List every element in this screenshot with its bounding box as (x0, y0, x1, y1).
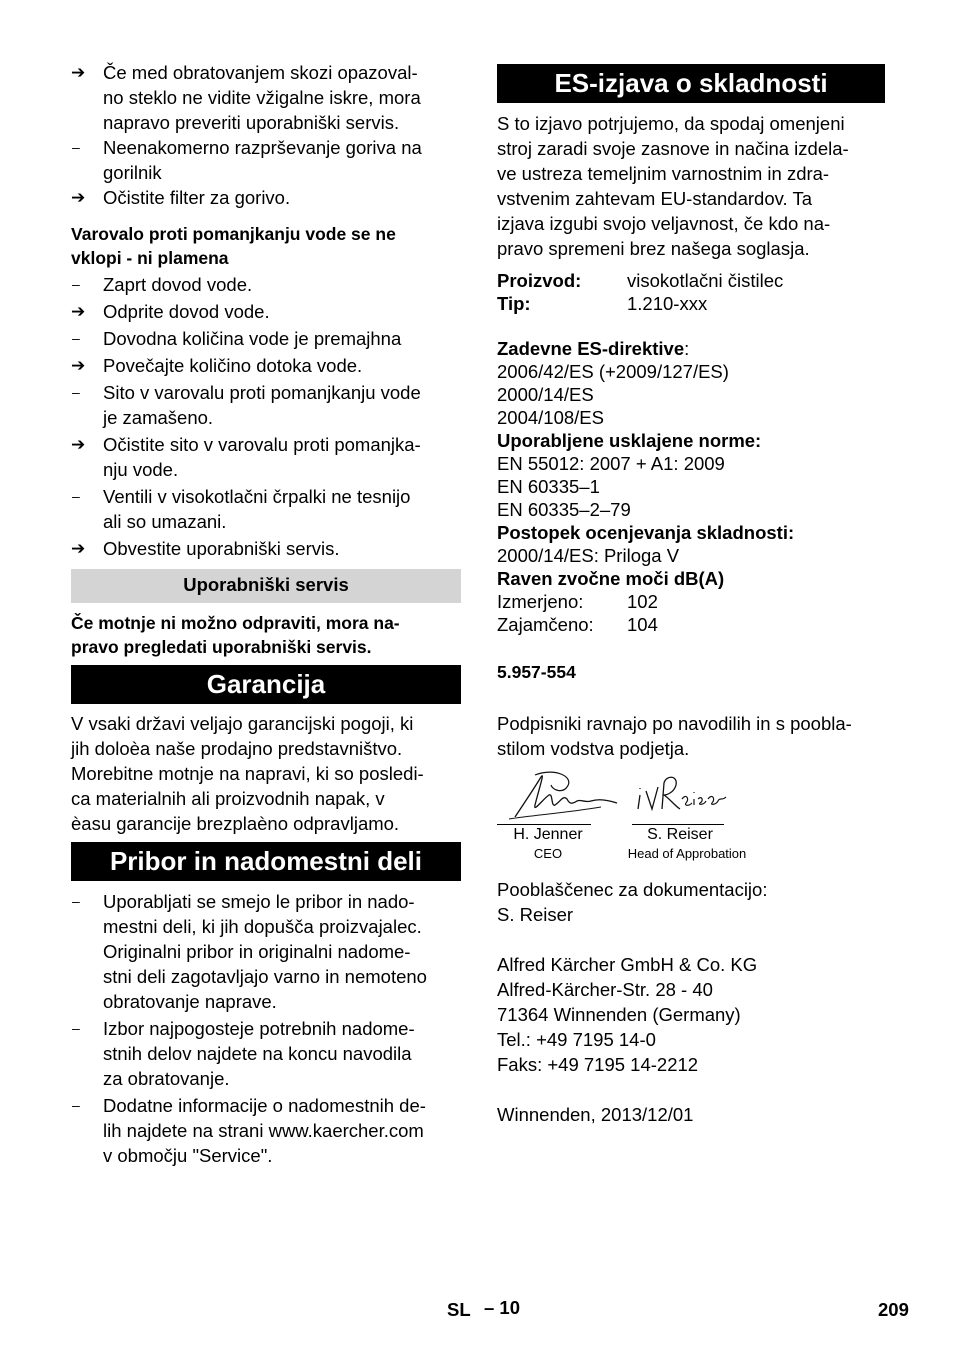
list-item (71, 380, 461, 430)
directives-colon: : (684, 338, 690, 359)
company-line: Alfred Kärcher GmbH & Co. KG (497, 954, 758, 975)
document-number: 5.957-554 (497, 662, 576, 682)
list-item-text: Dovodna količina vode je premajhna (103, 328, 402, 349)
footer-local-page: – 10 (484, 1297, 521, 1318)
sound-label: Raven zvočne moči dB(A) (497, 568, 725, 589)
water-fault-heading: Varovalo proti pomanjkanju vode se ne vklopi - ni plamena (71, 224, 396, 268)
service-text: Če motnje ni možno odpraviti, mora na- pravo pregledati uporabniški servis. (71, 613, 400, 657)
list-item (71, 135, 461, 185)
list-item-text: Povečajte količino dotoka vode. (103, 355, 363, 376)
list-item (71, 1016, 461, 1091)
list-item (71, 353, 461, 378)
signature-line (632, 824, 724, 825)
list-item (71, 60, 461, 135)
list-item-text: Odprite dovod vode. (103, 301, 270, 322)
norm-item: EN 60335–1 (497, 476, 600, 497)
guaranteed-label: Zajamčeno: (497, 614, 594, 635)
list-item-text: Izbor najpogosteje potrebnih nadome- stnih delov najdete na koncu navodila za obratovanje. (103, 1018, 415, 1089)
left-column (71, 60, 461, 1168)
company-line: 71364 Winnenden (Germany) (497, 1004, 741, 1025)
footer-page-number: 209 (878, 1299, 909, 1320)
measured-value: 102 (627, 591, 658, 612)
arrow-right-icon: ➔ (71, 539, 86, 558)
doc-representative-name: S. Reiser (497, 904, 574, 925)
warranty-text: V vsaki državi veljajo garancijski pogoji, ki jih doloèa naše prodajno predstavništvo. Morebitne motnje na napravi, ki so posledi- ca materialnih ali proizvodnih napak, v èasu garancije brezplaèno odpravljamo. (71, 713, 424, 834)
dash-icon: – (72, 384, 80, 400)
arrow-right-icon: ➔ (71, 302, 86, 321)
company-line: Alfred-Kärcher-Str. 28 - 40 (497, 979, 713, 1000)
list-item-text: Zaprt dovod vode. (103, 274, 253, 295)
list-item-text: Dodatne informacije o nadomestnih de- lih najdete na strani www.kaercher.com v območju "Service". (103, 1095, 426, 1166)
dash-icon: – (72, 330, 80, 346)
list-item-text: Obvestite uporabniški servis. (103, 538, 340, 559)
accessories-list (71, 889, 461, 1168)
list-item (71, 536, 461, 561)
signer1-name: H. Jenner (513, 826, 583, 843)
list-item-text: Očistite sito v varovalu proti pomanjka- nju vode. (103, 434, 421, 480)
norm-item: EN 55012: 2007 + A1: 2009 (497, 453, 725, 474)
norm-item: EN 60335–2–79 (497, 499, 631, 520)
list-item (71, 185, 461, 210)
company-line: Tel.: +49 7195 14-0 (497, 1029, 656, 1050)
signature-jenner-icon (505, 769, 625, 825)
company-line: Faks: +49 7195 14-2212 (497, 1054, 699, 1075)
signer1-role: CEO (533, 846, 563, 861)
norms-label: Uporabljene usklajene norme: (497, 430, 762, 451)
directives-label: Zadevne ES-direktive (497, 338, 685, 359)
list-item-text: Uporabljati se smejo le pribor in nado- mestni deli, ki jih dopušča proizvajalec. Originalni pribor in originalni nadome- stni deli zagotavljajo varno in nemoteno obratovanje naprave. (103, 891, 427, 1012)
list-item-text: Sito v varovalu proti pomanjkanju vode je zamašeno. (103, 382, 421, 428)
company-address (497, 952, 885, 1077)
directives-block (497, 337, 885, 636)
right-column (497, 64, 885, 1127)
measured-label: Izmerjeno: (497, 591, 584, 612)
dash-icon: – (72, 893, 80, 909)
dash-icon: – (72, 1097, 80, 1113)
list-item (71, 484, 461, 534)
list-item (71, 326, 461, 351)
list-item (71, 299, 461, 324)
guaranteed-value: 104 (627, 614, 658, 635)
list-item (71, 1093, 461, 1168)
directive-item: 2000/14/ES (497, 384, 594, 405)
dash-icon: – (72, 139, 80, 155)
guaranteed-row (497, 613, 885, 636)
type-row (497, 292, 885, 315)
signature-line (497, 824, 591, 825)
arrow-right-icon: ➔ (71, 435, 86, 454)
procedure-value: 2000/14/ES: Priloga V (497, 545, 680, 566)
signatures (497, 771, 885, 871)
signatories-text: Podpisniki ravnajo po navodilih in s poobla- stilom vodstva podjetja. (497, 713, 852, 759)
declaration-intro: S to izjavo potrjujemo, da spodaj omenjeni stroj zaradi svoje zasnove in načina izdela- ve ustreza temeljnim varnostnim in zdra- vstvenim zahtevam EU-standardov. Ta izjava izgubi svojo veljavnost, če kdo na- pravo spremeni brez našega soglasja. (497, 113, 849, 259)
signer2-name: S. Reiser (647, 826, 713, 843)
list-item-text: Očistite filter za gorivo. (103, 187, 291, 208)
troubleshoot-list-2 (71, 272, 461, 561)
signature-reiser-icon (632, 769, 732, 821)
directive-item: 2006/42/ES (+2009/127/ES) (497, 361, 729, 382)
dash-icon: – (72, 1020, 80, 1036)
doc-representative-label: Pooblaščenec za dokumentacijo: (497, 879, 768, 900)
arrow-right-icon: ➔ (71, 63, 86, 82)
troubleshoot-list-1 (71, 60, 461, 210)
directive-item: 2004/108/ES (497, 407, 604, 428)
signer2-role: Head of Approbation (627, 846, 747, 861)
list-item (71, 272, 461, 297)
measured-row (497, 590, 885, 613)
list-item-text: Če med obratovanjem skozi opazoval- no steklo ne vidite vžigalne iskre, mora napravo preveriti uporabniški servis. (103, 62, 421, 133)
type-value: 1.210-xxx (627, 293, 708, 314)
declaration-section-bar: ES-izjava o skladnosti (497, 64, 885, 103)
arrow-right-icon: ➔ (71, 188, 86, 207)
service-section-bar: Uporabniški servis (71, 569, 461, 603)
list-item-text: Neenakomerno razprševanje goriva na gorilnik (103, 137, 422, 183)
dash-icon: – (72, 488, 80, 504)
list-item (71, 889, 461, 1014)
place-date: Winnenden, 2013/12/01 (497, 1104, 694, 1125)
warranty-section-bar: Garancija (71, 665, 461, 704)
arrow-right-icon: ➔ (71, 356, 86, 375)
accessories-section-bar: Pribor in nadomestni deli (71, 842, 461, 881)
type-label: Tip: (497, 293, 531, 314)
dash-icon: – (72, 276, 80, 292)
footer-language: SL (447, 1299, 471, 1320)
product-value: visokotlačni čistilec (627, 270, 784, 291)
procedure-label: Postopek ocenjevanja skladnosti: (497, 522, 795, 543)
product-row (497, 269, 885, 292)
product-label: Proizvod: (497, 270, 582, 291)
list-item-text: Ventili v visokotlačni črpalki ne tesnijo ali so umazani. (103, 486, 411, 532)
list-item (71, 432, 461, 482)
